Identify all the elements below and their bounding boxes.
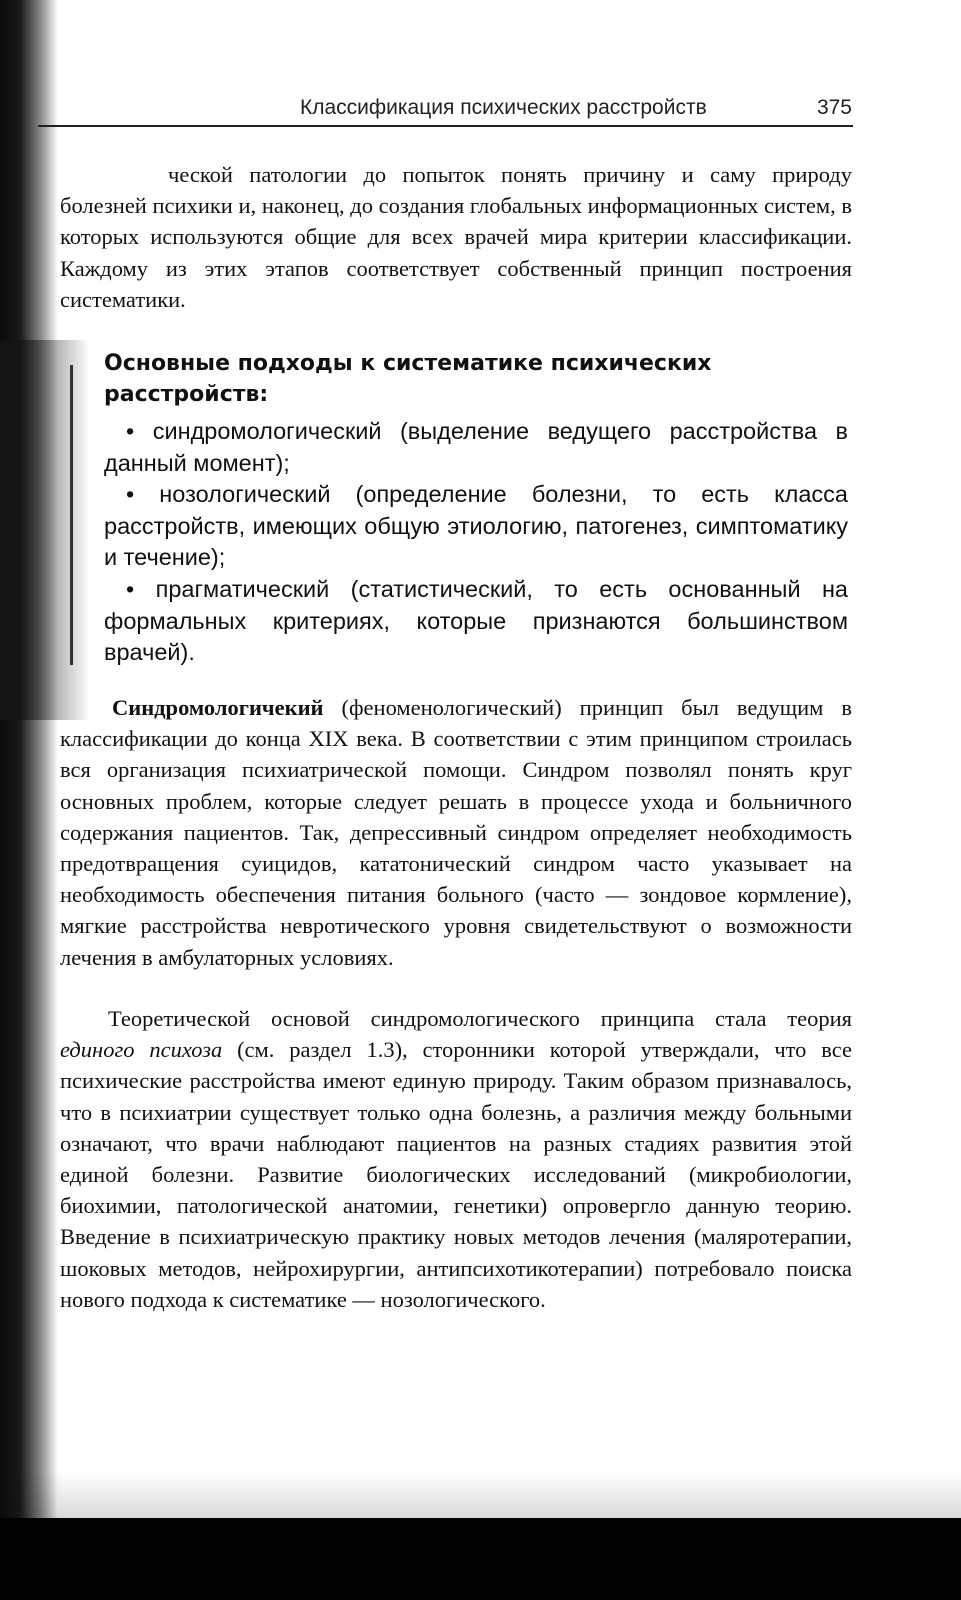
page-number: 375	[816, 96, 852, 119]
term-syndromological: Синдромологичекий	[112, 695, 324, 720]
paragraph-3	[60, 1003, 852, 1315]
paragraph-1: ческой патологии до попыток понять причину и саму природу болезней психики и, наконец, до создания глобальных информационных систем, в которых используются общие для всех врачей мира критерии классификации. Каждому из этих этапов соответствует собственный принцип построения систематики.	[60, 162, 852, 312]
term-unified-psychosis: единого психоза	[60, 1037, 223, 1063]
scan-edge-shadow-mid	[0, 340, 90, 720]
approaches-list	[104, 416, 848, 669]
paragraph-2-text: (феноменологический) принцип был ведущим в классификации до конца XIX века. В соответствии с этим принципом строилась вся организация психиатрической помощи. Синдром позволял понять круг основных проблем, которые следует решать в процессе ухода и больничного содержания пациентов. Так, депрессивный синдром определяет необходимость предотвращения суицидов, кататонический синдром часто указывает на необходимость обеспечения питания больного (часто — зондовое кормление), мягкие расстройства невротического уровня свидетельствуют о возможности лечения в амбулаторных условиях.	[60, 695, 852, 970]
paragraph-2	[60, 692, 852, 973]
box-title: Основные подходы к систематике психических расстройств:	[104, 351, 712, 407]
box-side-bar	[70, 365, 73, 665]
header-title: Классификация психических расстройств	[300, 96, 707, 119]
header-rule	[38, 125, 853, 127]
paragraph-3-start: Теоретической основой синдромологического принципа стала теория	[108, 1006, 852, 1031]
scan-edge-shadow	[0, 0, 58, 1600]
list-item: • синдромологический (выделение ведущего расстройства в данный момент);	[104, 416, 848, 479]
running-header	[300, 96, 852, 120]
list-item: • нозологический (определение болезни, то есть класса расстройств, имеющих общую этиологию, патогенез, симптоматику и течение);	[104, 479, 848, 574]
scan-bottom-edge	[0, 1518, 961, 1600]
list-item: • прагматический (статистический, то есть основанный на формальных критериях, которые признаются большинством врачей).	[104, 574, 848, 669]
paragraph-3-end: (см. раздел 1.3), сторонники которой утверждали, что все психические расстройства имеют единую природу. Таким образом признавалось, что в психиатрии существует только одна болезнь, а различия между больными означают, что врачи наблюдают пациентов на разных стадиях развития этой единой болезни. Развитие биологических исследований (микробиологии, биохимии, патологической анатомии, генетики) опровергло данную теорию. Введение в психиатрическую практику новых методов лечения (маляротерапии, шоковых методов, нейрохирургии, антипсихотикотерапии) потребовало поиска нового подхода к систематике — нозологического.	[60, 1037, 852, 1312]
scan-bottom-fade	[0, 1470, 961, 1518]
